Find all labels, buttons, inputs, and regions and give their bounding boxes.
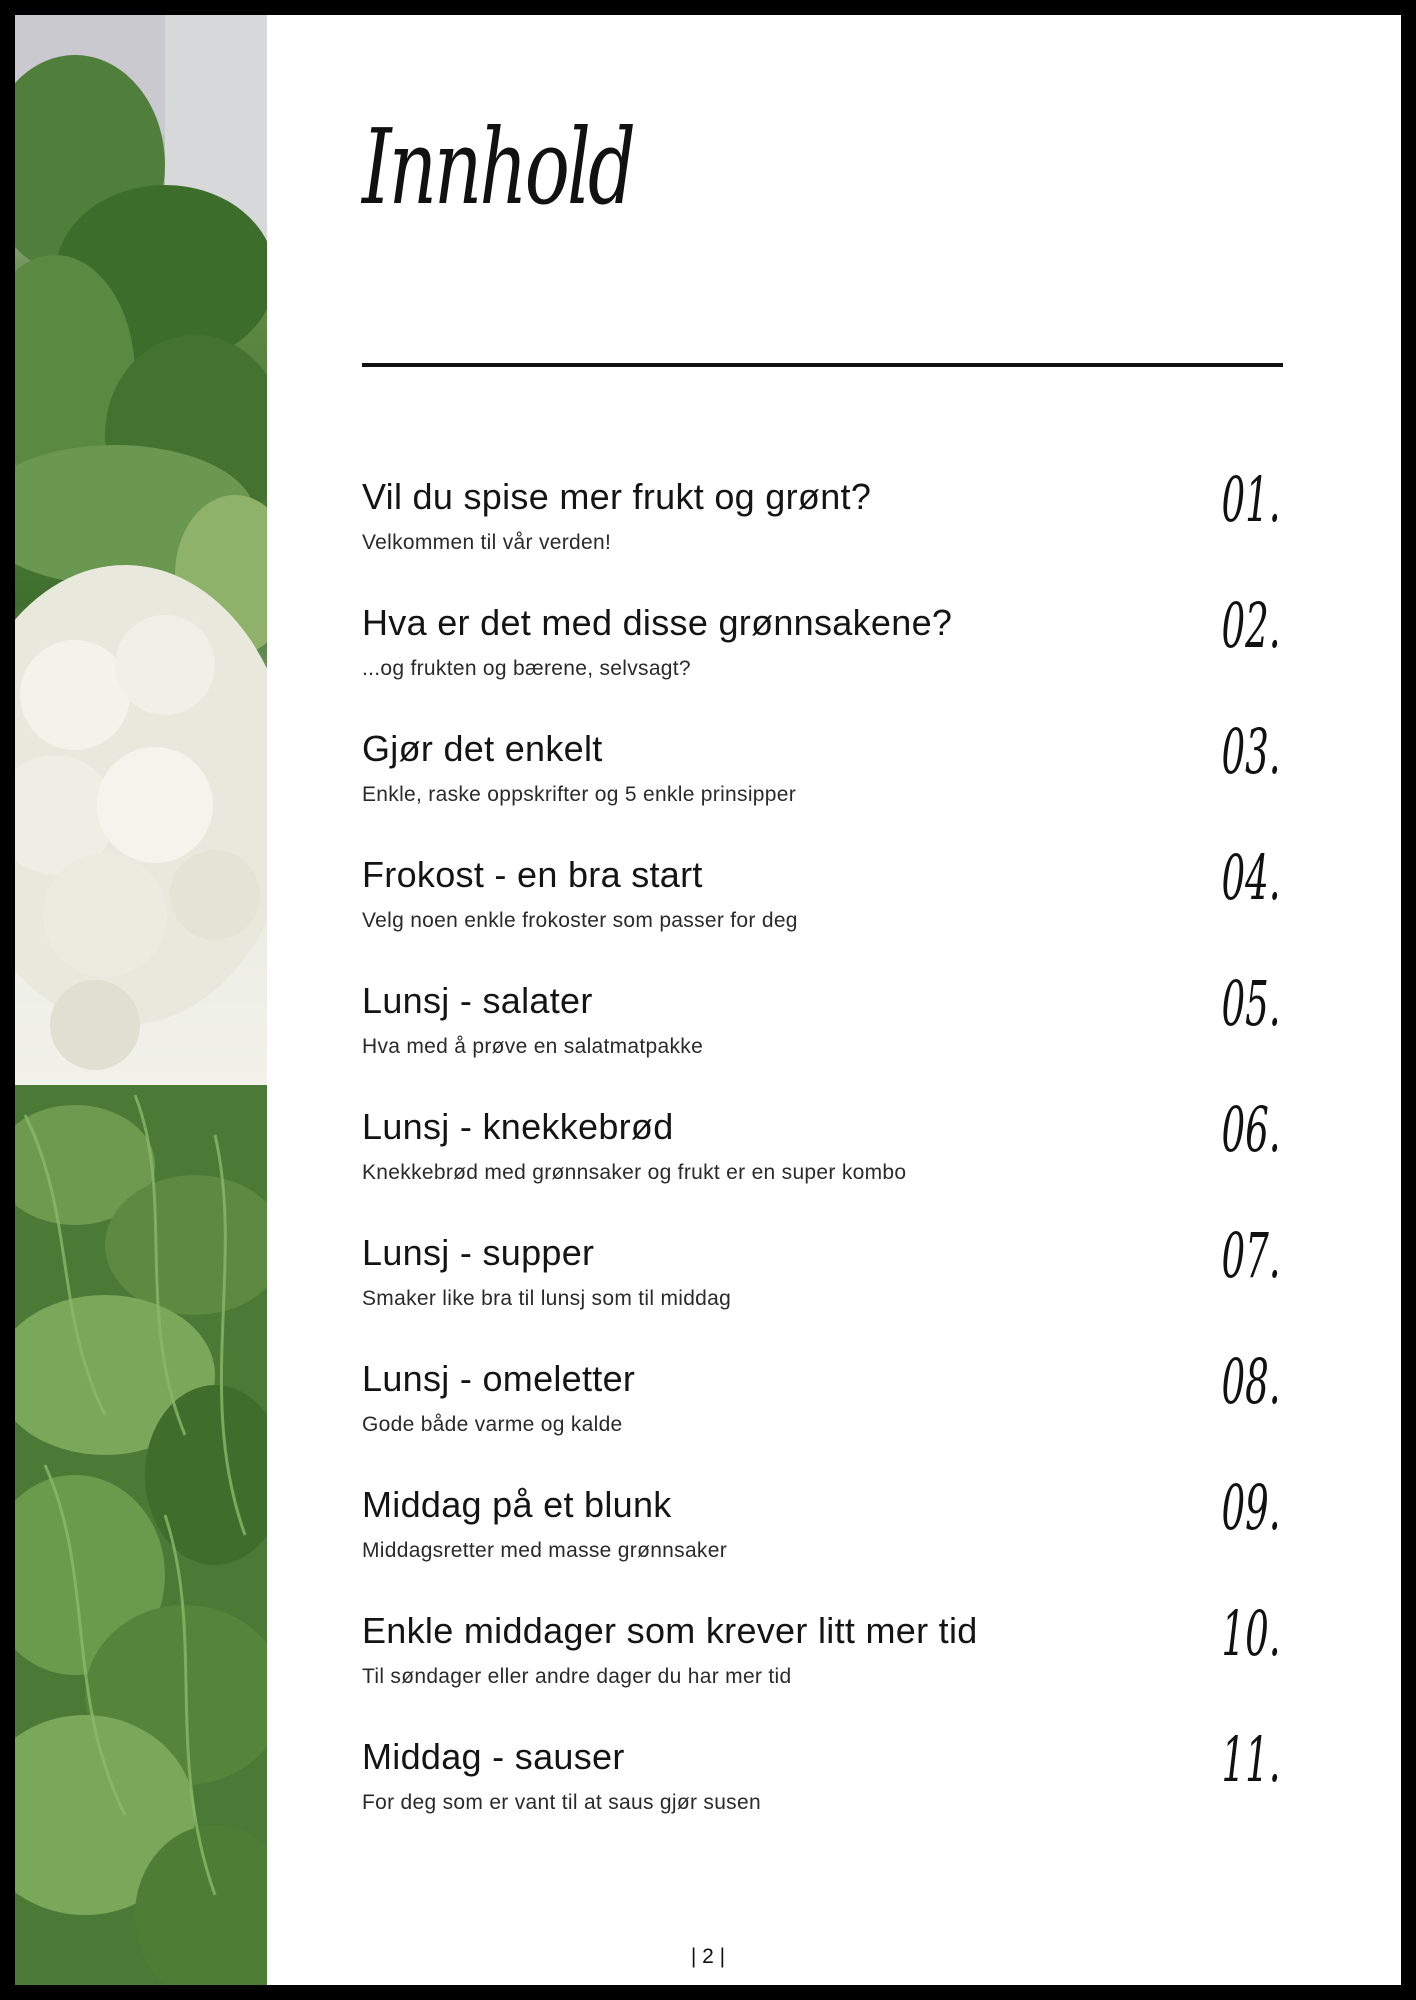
toc-entry[interactable] bbox=[362, 841, 1283, 979]
toc-entry-subtitle: Til søndager eller andre dager du har mer tid bbox=[362, 1665, 792, 1688]
toc-entry-number: 07. bbox=[1221, 1219, 1281, 1292]
toc-entry-subtitle: Smaker like bra til lunsj som til middag bbox=[362, 1287, 732, 1310]
toc-entry-title: Lunsj - omeletter bbox=[362, 1358, 636, 1399]
toc-entry[interactable] bbox=[362, 1345, 1283, 1483]
toc-entry-number: 05. bbox=[1221, 967, 1281, 1040]
page-number: | 2 | bbox=[690, 1945, 726, 1968]
toc-entry[interactable] bbox=[362, 715, 1283, 853]
toc-entry-title: Middag på et blunk bbox=[362, 1484, 672, 1525]
toc-entry-number: 11. bbox=[1221, 1723, 1281, 1796]
toc-entry-subtitle: Velg noen enkle frokoster som passer for deg bbox=[362, 909, 798, 932]
toc-entry-number: 08. bbox=[1221, 1345, 1281, 1418]
toc-entry-number: 06. bbox=[1221, 1093, 1281, 1166]
toc-entry-subtitle: Middagsretter med masse grønnsaker bbox=[362, 1539, 728, 1562]
toc-entry-title: Lunsj - supper bbox=[362, 1232, 595, 1273]
toc-entry-title: Lunsj - knekkebrød bbox=[362, 1106, 674, 1147]
page-title: Innhold bbox=[362, 106, 634, 228]
toc-entry-subtitle: Hva med å prøve en salatmatpakke bbox=[362, 1035, 704, 1058]
toc-entry[interactable] bbox=[362, 589, 1283, 727]
vegetables-photo bbox=[15, 15, 267, 1985]
toc-entry[interactable] bbox=[362, 1597, 1283, 1735]
toc-entry-title: Vil du spise mer frukt og grønt? bbox=[362, 476, 872, 517]
toc-entry-title: Gjør det enkelt bbox=[362, 728, 603, 769]
toc-entry-title: Hva er det med disse grønnsakene? bbox=[362, 602, 953, 643]
title-divider bbox=[362, 363, 1283, 367]
toc-entry-number: 04. bbox=[1221, 841, 1281, 914]
toc-entry-number: 03. bbox=[1221, 715, 1281, 788]
toc-entry-number: 10. bbox=[1221, 1597, 1281, 1670]
table-of-contents bbox=[362, 15, 1297, 1985]
toc-entry[interactable] bbox=[362, 1093, 1283, 1231]
toc-entry-number: 01. bbox=[1221, 463, 1281, 536]
page bbox=[15, 15, 1401, 1985]
toc-entry-title: Lunsj - salater bbox=[362, 980, 593, 1021]
toc-entry-subtitle: Knekkebrød med grønnsaker og frukt er en super kombo bbox=[362, 1161, 907, 1184]
vegetables-illustration bbox=[15, 15, 267, 1985]
toc-entry-subtitle: ...og frukten og bærene, selvsagt? bbox=[362, 657, 691, 680]
toc-entry-subtitle: For deg som er vant til at saus gjør susen bbox=[362, 1791, 761, 1814]
toc-entry[interactable] bbox=[362, 1219, 1283, 1357]
toc-entry-subtitle: Gode både varme og kalde bbox=[362, 1413, 623, 1436]
toc-entry[interactable] bbox=[362, 1723, 1283, 1861]
toc-entry[interactable] bbox=[362, 967, 1283, 1105]
toc-entry[interactable] bbox=[362, 1471, 1283, 1609]
toc-entry-title: Enkle middager som krever litt mer tid bbox=[362, 1610, 978, 1651]
toc-entry-title: Frokost - en bra start bbox=[362, 854, 703, 895]
toc-entry[interactable] bbox=[362, 463, 1283, 601]
toc-entry-title: Middag - sauser bbox=[362, 1736, 625, 1777]
toc-entry-number: 09. bbox=[1221, 1471, 1281, 1544]
toc-entry-subtitle: Velkommen til vår verden! bbox=[362, 531, 612, 554]
toc-list bbox=[362, 463, 1283, 1861]
toc-entry-subtitle: Enkle, raske oppskrifter og 5 enkle prinsipper bbox=[362, 783, 797, 806]
toc-entry-number: 02. bbox=[1221, 589, 1281, 662]
